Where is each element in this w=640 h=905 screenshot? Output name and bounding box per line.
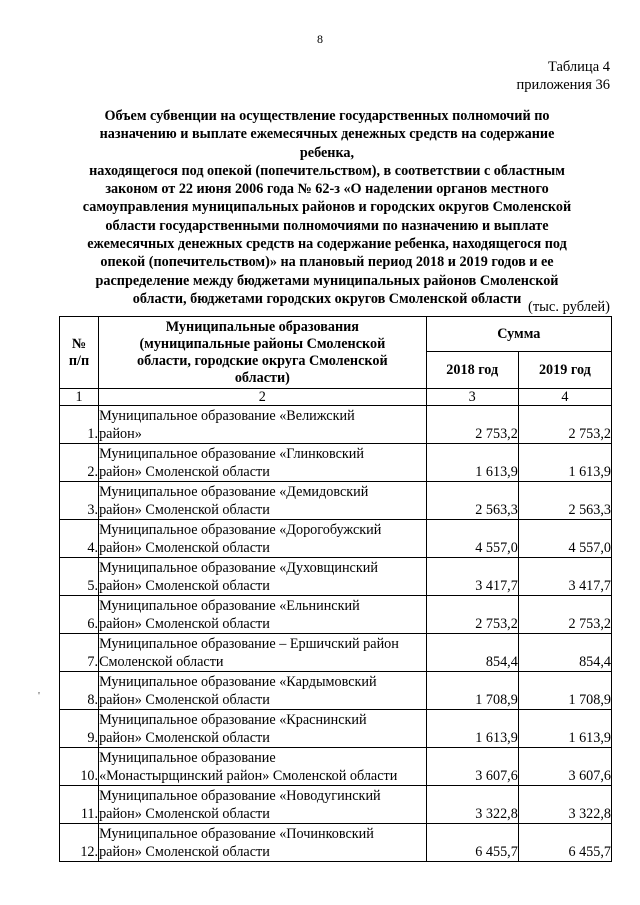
amount-2019: 4 557,0 [518, 520, 611, 558]
amount-2019: 2 563,3 [518, 482, 611, 520]
row-number: 9. [60, 710, 99, 748]
amount-2019: 2 753,2 [518, 596, 611, 634]
appendix-number: приложения 36 [516, 77, 610, 93]
amount-2019: 2 753,2 [518, 406, 611, 444]
title-line: законом от 22 июня 2006 года № 62-з «О наделении органов местного [105, 181, 549, 198]
municipality-name [99, 634, 427, 672]
amount-2019: 3 607,6 [518, 748, 611, 786]
amount-2018: 2 753,2 [426, 596, 518, 634]
row-number: 12. [60, 824, 99, 862]
table-row [60, 672, 612, 710]
municipality-name-line: район» Смоленской области [99, 578, 270, 594]
column-index: 3 [426, 389, 518, 406]
row-number: 2. [60, 444, 99, 482]
header-number-label: п/п [68, 352, 90, 369]
header-municipality-line: (муниципальные районы Смоленской [139, 335, 386, 352]
page-number: 8 [317, 32, 323, 46]
municipality-name-line: Смоленской области [99, 654, 224, 670]
municipality-name-line: «Монастырщинский район» Смоленской области [99, 768, 398, 784]
municipality-name-line: район» Смоленской области [99, 464, 270, 480]
title-line: назначению и выплате ежемесячных денежных средств на содержание ребенка, [99, 126, 555, 161]
municipality-name [99, 748, 427, 786]
column-index-row [60, 389, 612, 406]
amount-2018: 1 613,9 [426, 710, 518, 748]
title-line: Объем субвенции на осуществление государственных полномочий по [104, 108, 550, 124]
amount-2018: 4 557,0 [426, 520, 518, 558]
table-row [60, 558, 612, 596]
amount-2018: 1 613,9 [426, 444, 518, 482]
municipality-name-line: район» Смоленской области [99, 502, 270, 518]
municipality-name-line: Муниципальное образование «Демидовский [99, 484, 369, 500]
header-municipality-line: Муниципальные образования [165, 318, 359, 335]
title-line: самоуправления муниципальных районов и городских округов Смоленской [82, 199, 572, 216]
document-title [82, 107, 572, 308]
column-index: 2 [99, 389, 427, 406]
municipality-name [99, 558, 427, 596]
row-number: 8. [60, 672, 99, 710]
header-year-2019: 2019 год [518, 352, 611, 389]
municipality-name [99, 786, 427, 824]
municipality-name [99, 672, 427, 710]
table-row [60, 634, 612, 672]
title-line: области, бюджетами городских округов Смоленской области [132, 290, 522, 307]
title-line: области государственными полномочиями по назначению и выплате [105, 217, 549, 234]
table-row [60, 444, 612, 482]
table-row [60, 748, 612, 786]
row-number: 1. [60, 406, 99, 444]
row-number: 4. [60, 520, 99, 558]
amount-2018: 854,4 [426, 634, 518, 672]
row-number: 7. [60, 634, 99, 672]
municipality-name-line: Муниципальное образование «Кардымовский [99, 674, 377, 690]
table-reference [517, 58, 610, 94]
municipality-name [99, 444, 427, 482]
municipality-name [99, 710, 427, 748]
municipality-name-line: Муниципальное образование «Ельнинский [99, 598, 360, 614]
amount-2019: 1 613,9 [518, 444, 611, 482]
municipality-name-line: Муниципальное образование «Глинковский [99, 446, 364, 462]
header-number [60, 317, 99, 389]
municipality-name-line: район» [99, 426, 142, 442]
municipality-name-line: район» Смоленской области [99, 806, 270, 822]
amount-2018: 3 607,6 [426, 748, 518, 786]
row-number: 10. [60, 748, 99, 786]
amount-2019: 854,4 [518, 634, 611, 672]
municipality-name-line: Муниципальное образование «Дорогобужский [99, 522, 382, 538]
municipality-name [99, 406, 427, 444]
header-year-2018: 2018 год [426, 352, 518, 389]
title-line: опекой (попечительством)» на плановый период 2018 и 2019 годов и ее [100, 254, 554, 271]
amount-2019: 1 708,9 [518, 672, 611, 710]
table-row [60, 406, 612, 444]
column-index: 4 [518, 389, 611, 406]
title-line: находящегося под опекой (попечительством), в соответствии с областным [89, 162, 565, 179]
header-municipality-line: области) [234, 369, 290, 386]
table-row [60, 596, 612, 634]
amount-2018: 3 322,8 [426, 786, 518, 824]
subvention-table [59, 316, 612, 862]
municipality-name [99, 520, 427, 558]
table-row [60, 824, 612, 862]
municipality-name-line: район» Смоленской области [99, 730, 270, 746]
municipality-name-line: Муниципальное образование «Новодугинский [99, 788, 381, 804]
table-row [60, 482, 612, 520]
row-number: 5. [60, 558, 99, 596]
municipality-name-line: Муниципальное образование [99, 750, 276, 766]
table-row [60, 710, 612, 748]
municipality-name-line: район» Смоленской области [99, 616, 270, 632]
row-number: 11. [60, 786, 99, 824]
amount-2019: 3 322,8 [518, 786, 611, 824]
municipality-name [99, 482, 427, 520]
title-line: ежемесячных денежных средств на содержание ребенка, находящегося под [87, 236, 567, 253]
header-municipality-line: области, городские округа Смоленской [137, 352, 388, 369]
amount-2018: 2 753,2 [426, 406, 518, 444]
column-index: 1 [60, 389, 99, 406]
municipality-name-line: район» Смоленской области [99, 540, 270, 556]
header-municipality [99, 317, 427, 389]
amount-2018: 3 417,7 [426, 558, 518, 596]
municipality-name-line: Муниципальное образование «Починковский [99, 826, 374, 842]
row-number: 3. [60, 482, 99, 520]
table-row [60, 786, 612, 824]
amount-2019: 1 613,9 [518, 710, 611, 748]
municipality-name [99, 596, 427, 634]
table-row [60, 520, 612, 558]
municipality-name-line: Муниципальное образование «Духовщинский [99, 560, 378, 576]
title-line: распределение между бюджетами муниципальных районов Смоленской [95, 272, 559, 289]
municipality-name-line: Муниципальное образование «Краснинский [99, 712, 367, 728]
municipality-name [99, 824, 427, 862]
amount-2018: 2 563,3 [426, 482, 518, 520]
header-number-sign: № [71, 335, 87, 352]
header-sum: Сумма [426, 317, 611, 352]
margin-mark: ' [38, 690, 40, 702]
municipality-name-line: Муниципальное образование – Ершичский район [99, 636, 399, 652]
row-number: 6. [60, 596, 99, 634]
municipality-name-line: Муниципальное образование «Велижский [99, 408, 355, 424]
amount-2019: 6 455,7 [518, 824, 611, 862]
municipality-name-line: район» Смоленской области [99, 844, 270, 860]
amount-2018: 6 455,7 [426, 824, 518, 862]
amount-2018: 1 708,9 [426, 672, 518, 710]
units-label: (тыс. рублей) [528, 299, 610, 315]
amount-2019: 3 417,7 [518, 558, 611, 596]
table-number: Таблица 4 [547, 59, 610, 75]
municipality-name-line: район» Смоленской области [99, 692, 270, 708]
